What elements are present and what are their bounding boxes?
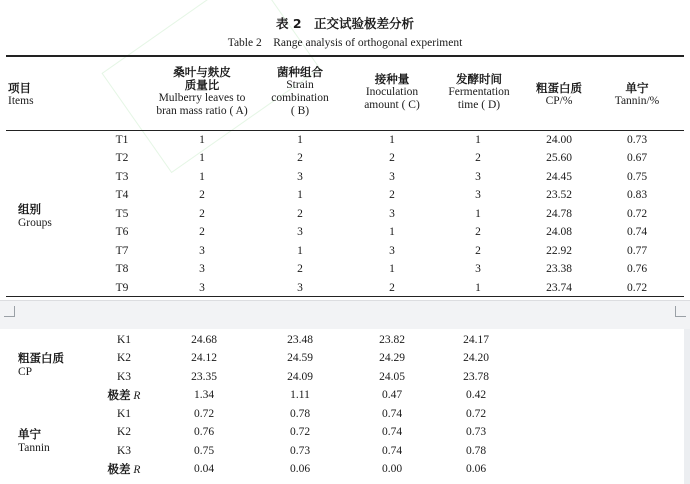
cell-c: 0.74 [381, 426, 403, 438]
header-d [438, 73, 520, 112]
cell-c: 0.74 [381, 408, 403, 420]
groups-label-en: Groups [18, 217, 52, 229]
range-label-cn: 极差 [107, 388, 131, 402]
cell-c: 2 [389, 189, 395, 201]
cell-d: 3 [475, 189, 481, 201]
cell-a: 24.12 [191, 352, 217, 364]
cell-d: 24.17 [463, 334, 489, 346]
header-cp-en: CP/% [545, 95, 573, 107]
cell-c: 1 [389, 226, 395, 238]
cell-a: 0.04 [193, 463, 215, 475]
range-label-cn: 极差 [107, 462, 131, 476]
cell-b: 24.59 [287, 352, 313, 364]
header-c [352, 73, 432, 112]
header-items-cn: 项目 [8, 81, 31, 95]
top-rule [6, 55, 684, 57]
cell-k: K2 [116, 352, 132, 364]
header-b-en2: combination [271, 92, 329, 104]
cell-c: 3 [389, 171, 395, 183]
header-b-en1: Strain [286, 79, 314, 91]
cell-b: 0.78 [289, 408, 311, 420]
cell-k: K3 [116, 445, 132, 457]
table-title-en: Table 2 Range analysis of orthogonal experiment [227, 37, 463, 49]
cell-c: 24.29 [379, 352, 405, 364]
header-c-cn: 接种量 [374, 72, 410, 86]
cell-a: 3 [199, 245, 205, 257]
cell-tannin: 0.75 [626, 171, 648, 183]
cell-c: 2 [389, 152, 395, 164]
header-tannin-en: Tannin/% [614, 95, 660, 107]
cell-c: 1 [389, 134, 395, 146]
header-tannin-cn: 单宁 [625, 81, 649, 95]
cell-d: 2 [475, 226, 481, 238]
tannin-section-label [18, 427, 50, 455]
cell-tannin: 0.74 [626, 226, 648, 238]
cell-d: 2 [475, 152, 481, 164]
cell-b: 2 [297, 263, 303, 275]
cell-cp: 23.38 [546, 263, 572, 275]
cell-k: K2 [116, 426, 132, 438]
header-b-cn: 菌种组合 [277, 65, 323, 79]
cell-d: 1 [475, 208, 481, 220]
header-c-en2: amount ( C) [364, 99, 420, 111]
cell-a: 24.68 [191, 334, 217, 346]
cell-cp: 23.74 [546, 282, 572, 294]
cp-section-label-cn: 粗蛋白质 [18, 351, 64, 365]
header-d-cn: 发酵时间 [456, 72, 502, 86]
header-cp [524, 82, 594, 108]
cell-a: 0.75 [193, 445, 215, 457]
cell-group: T4 [115, 189, 129, 201]
cell-a: 0.72 [193, 408, 215, 420]
cell-b: 2 [297, 152, 303, 164]
cell-d: 2 [475, 245, 481, 257]
cell-d: 1 [475, 282, 481, 294]
cell-c: 0.00 [381, 463, 403, 475]
header-c-en1: Inoculation [365, 86, 419, 98]
header-a-en2: bran mass ratio ( A) [156, 105, 248, 117]
cell-d: 3 [475, 263, 481, 275]
page-corner-marker-left [4, 306, 15, 317]
cell-c: 24.05 [379, 371, 405, 383]
header-d-en1: Fermentation [448, 86, 510, 98]
page-break [0, 300, 690, 329]
cell-tannin: 0.73 [626, 134, 648, 146]
cell-group: T8 [115, 263, 129, 275]
cell-group: T9 [115, 282, 129, 294]
cell-c: 0.47 [381, 389, 403, 401]
cell-b: 0.72 [289, 426, 311, 438]
cell-d: 0.42 [465, 389, 487, 401]
cell-b: 1 [297, 245, 303, 257]
cell-b: 2 [297, 208, 303, 220]
cell-a: 1.34 [193, 389, 215, 401]
header-items-en: Items [8, 95, 34, 107]
cell-b: 1 [297, 134, 303, 146]
header-cp-cn: 粗蛋白质 [536, 81, 582, 95]
cell-b: 24.09 [287, 371, 313, 383]
groups-label [18, 202, 52, 230]
cell-d: 3 [475, 171, 481, 183]
cell-tannin: 0.67 [626, 152, 648, 164]
header-rule [6, 130, 684, 131]
cell-tannin: 0.72 [626, 208, 648, 220]
cell-cp: 24.00 [546, 134, 572, 146]
cell-a: 1 [199, 152, 205, 164]
cell-cp: 24.08 [546, 226, 572, 238]
cell-group: T1 [115, 134, 129, 146]
cell-d: 0.06 [465, 463, 487, 475]
cell-a: 23.35 [191, 371, 217, 383]
cell-b: 23.48 [287, 334, 313, 346]
tannin-section-label-cn: 单宁 [18, 427, 41, 441]
cell-a: 3 [199, 263, 205, 275]
cell-c: 0.74 [381, 445, 403, 457]
header-a-cn2: 质量比 [184, 78, 220, 92]
cell-c: 3 [389, 245, 395, 257]
cell-b: 1 [297, 189, 303, 201]
cell-a: 1 [199, 171, 205, 183]
cell-b: 0.06 [289, 463, 311, 475]
cell-c: 2 [389, 282, 395, 294]
cell-d: 0.73 [465, 426, 487, 438]
cell-group: T7 [115, 245, 129, 257]
cell-d: 0.78 [465, 445, 487, 457]
header-a-en1: Mulberry leaves to [158, 92, 246, 104]
cell-tannin: 0.83 [626, 189, 648, 201]
cell-d: 23.78 [463, 371, 489, 383]
cell-group: T6 [115, 226, 129, 238]
page1-bottom-rule [6, 296, 684, 297]
header-tannin [602, 82, 672, 108]
tannin-range-label [94, 462, 154, 477]
groups-label-cn: 组别 [18, 202, 41, 216]
cell-a: 2 [199, 226, 205, 238]
cell-cp: 23.52 [546, 189, 572, 201]
cell-group: T2 [115, 152, 129, 164]
cell-c: 1 [389, 263, 395, 275]
cell-group: T3 [115, 171, 129, 183]
cell-k: K1 [116, 334, 132, 346]
cp-section-label-en: CP [18, 366, 33, 378]
cell-d: 24.20 [463, 352, 489, 364]
cell-k: K1 [116, 408, 132, 420]
cell-b: 0.73 [289, 445, 311, 457]
cp-section-label [18, 351, 64, 379]
range-label-r: R [133, 390, 141, 402]
cell-d: 0.72 [465, 408, 487, 420]
header-a [140, 66, 264, 118]
cell-a: 0.76 [193, 426, 215, 438]
page-corner-marker-right [675, 306, 686, 317]
cell-group: T5 [115, 208, 129, 220]
cell-cp: 25.60 [546, 152, 572, 164]
cell-c: 23.82 [379, 334, 405, 346]
range-label-r: R [133, 464, 141, 476]
cell-k: K3 [116, 371, 132, 383]
table-title-cn: 表 2 正交试验极差分析 [275, 16, 415, 31]
cell-a: 2 [199, 189, 205, 201]
cell-tannin: 0.77 [626, 245, 648, 257]
cell-b: 3 [297, 171, 303, 183]
header-items [8, 82, 68, 108]
cell-tannin: 0.72 [626, 282, 648, 294]
header-d-en2: time ( D) [457, 99, 501, 111]
page-2 [0, 329, 690, 484]
cp-range-label [94, 388, 154, 403]
header-b [262, 66, 338, 118]
cell-a: 2 [199, 208, 205, 220]
cell-d: 1 [475, 134, 481, 146]
header-b-en3: ( B) [290, 105, 310, 117]
cell-cp: 24.78 [546, 208, 572, 220]
header-a-cn1: 桑叶与麸皮 [173, 65, 231, 79]
cell-cp: 24.45 [546, 171, 572, 183]
cell-a: 3 [199, 282, 205, 294]
cell-b: 3 [297, 226, 303, 238]
tannin-section-label-en: Tannin [18, 442, 50, 454]
cell-c: 3 [389, 208, 395, 220]
cell-a: 1 [199, 134, 205, 146]
cell-tannin: 0.76 [626, 263, 648, 275]
cell-b: 1.11 [290, 389, 310, 401]
cell-b: 3 [297, 282, 303, 294]
cell-cp: 22.92 [546, 245, 572, 257]
